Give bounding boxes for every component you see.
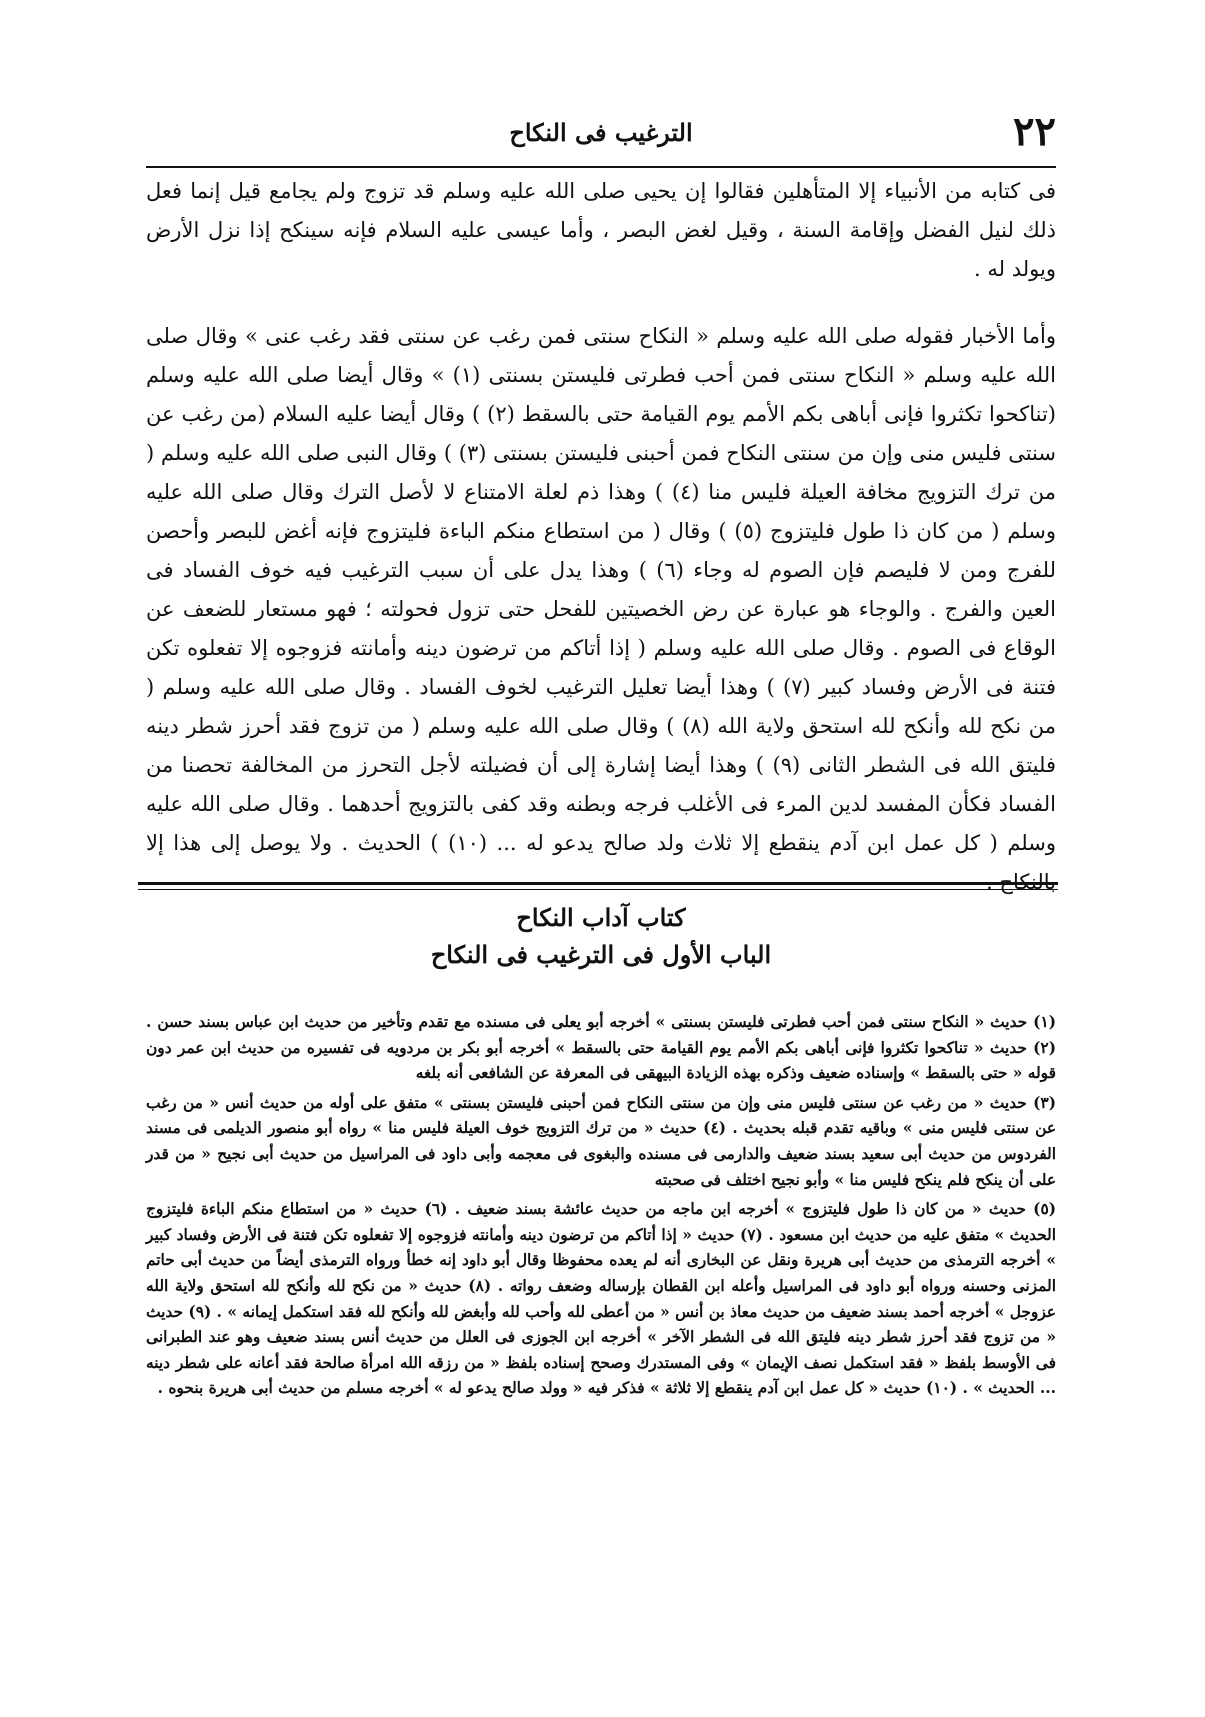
footnote-separator-rule (138, 882, 1058, 890)
main-text (146, 172, 1056, 902)
body-paragraph: فى كتابه من الأنبياء إلا المتأهلين فقالوا إن يحيى صلى الله عليه وسلم قد تزوج ولم يجامع قيل إنما فعل ذلك لنيل الفضل وإقامة السنة ، وقيل لغض البصر ، وأما عيسى عليه السلام فإنه سينكح إذا نزل الأرض ويولد له . (146, 179, 1056, 281)
running-title: الترغيب فى النكاح (509, 118, 693, 147)
footnote-block: (٥) حديث « من كان ذا طول فليتزوج » أخرجه ابن ماجه من حديث عائشة بسند ضعيف . (٦) حديث « من استطاع منكم الباءة فليتزوج الحديث » متفق عليه من حديث ابن مسعود . (٧) حديث « إذا أتاكم من ترضون دينه وأمانته فزوجوه إلا تفعلوه تكن فتنة فى الأرض وفساد كبير » أخرجه الترمذى من حديث أبى هريرة ونقل عن البخارى أنه لم يعده محفوظا وقال أبو داود إنه خطأ ورواه الترمذى أيضاً من حديث أبى حاتم المزنى وحسنه ورواه أبو داود فى المراسيل وأعله ابن القطان بإرساله وضعف رواته . (٨) حديث « من نكح لله وأنكح لله استحق ولاية الله عزوجل » أخرجه أحمد بسند ضعيف من حديث معاذ بن أنس « من أعطى لله وأحب لله وأبغض لله وأنكح لله فقد استكمل إيمانه » . (٩) حديث « من تزوج فقد أحرز شطر دينه فليتق الله فى الشطر الآخر » أخرجه ابن الجوزى فى العلل من حديث أنس بسند ضعيف وهو عند الطبرانى فى الأوسط بلفظ « فقد استكمل نصف الإيمان » وفى المستدرك وصحح إسناده بلفظ « من رزقه الله امرأة صالحة فقد أعانه على شطر دينه ... الحديث » . (١٠) حديث « كل عمل ابن آدم ينقطع إلا ثلاثة » فذكر فيه « وولد صالح يدعو له » أخرجه مسلم من حديث أبى هريرة بنحوه . (146, 1200, 1057, 1398)
footnotes (146, 1010, 1056, 1406)
chapter-title: الباب الأول فى الترغيب فى النكاح (430, 940, 772, 969)
footnote-block: (١) حديث « النكاح سنتى فمن أحب فطرتى فليستن بسنتى » أخرجه أبو يعلى فى مسنده مع تقدم وتأخير من حديث ابن عباس بسند حسن . (٢) حديث « تناكحوا تكثروا فإنى أباهى بكم الأمم يوم القيامة حتى بالسقط » أخرجه أبو بكر بن مردويه فى تفسيره من حديث ابن عمر دون قوله « حتى بالسقط » وإسناده ضعيف وذكره بهذه الزيادة البيهقى فى المعرفة عن الشافعى أنه بلغه (146, 1013, 1056, 1083)
page-number: ٢٢ (1013, 108, 1056, 155)
body-paragraph: وأما الأخبار فقوله صلى الله عليه وسلم « النكاح سنتى فمن رغب عن سنتى فقد رغب عنى » وقال صلى الله عليه وسلم « النكاح سنتى فمن أحب فطرتى فليستن بسنتى (١) » وقال أيضا صلى الله عليه وسلم (تناكحوا تكثروا فإنى أباهى بكم الأمم يوم القيامة حتى بالسقط (٢) ) وقال أيضا عليه السلام (من رغب عن سنتى فليس منى وإن من سنتى النكاح فمن أحبنى فليستن بسنتى (٣) ) وقال النبى صلى الله عليه وسلم ( من ترك التزويج مخافة العيلة فليس منا (٤) ) وهذا ذم لعلة الامتناع لا لأصل الترك وقال صلى الله عليه وسلم ( من كان ذا طول فليتزوج (٥) ) وقال ( من استطاع منكم الباءة فليتزوج فإنه أغض للبصر وأحصن للفرج ومن لا فليصم فإن الصوم له وجاء (٦) ) وهذا يدل على أن سبب الترغيب فيه خوف الفساد فى العين والفرج . والوجاء هو عبارة عن رض الخصيتين للفحل حتى تزول فحولته ؛ فهو مستعار للضعف عن الوقاع فى الصوم . وقال صلى الله عليه وسلم ( إذا أتاكم من ترضون دينه وأمانته فزوجوه إلا تفعلوه تكن فتنة فى الأرض وفساد كبير (٧) ) وهذا أيضا تعليل الترغيب لخوف الفساد . وقال صلى الله عليه وسلم ( من نكح لله وأنكح لله استحق ولاية الله (٨) ) وقال صلى الله عليه وسلم ( من تزوج فقد أحرز شطر دينه فليتق الله فى الشطر الثانى (٩) ) وهذا أيضا إشارة إلى أن فضيلته لأجل التحرز من المخالفة تحصنا من الفساد فكأن المفسد لدين المرء فى الأغلب فرجه وبطنه وقد كفى بالتزويج أحدهما . وقال صلى الله عليه وسلم ( كل عمل ابن آدم ينقطع إلا ثلاث ولد صالح يدعو له ... (١٠) ) الحديث . ولا يوصل إلى هذا إلا بالنكاح . (146, 324, 1057, 894)
section-headings (146, 900, 1056, 974)
footnote-block: (٣) حديث « من رغب عن سنتى فليس منى وإن من سنتى النكاح فمن أحبنى فليستن بسنتى » متفق على أوله من حديث أنس « من رغب عن سنتى فليس منى » وباقيه تقدم قبله بحديث . (٤) حديث « من ترك التزويج خوف العيلة فليس منا » رواه أبو منصور الديلمى فى مسند الفردوس من حديث أبى سعيد بسند ضعيف والدارمى فى مسنده والبغوى فى معجمه وأبى داود فى المراسيل من حديث أبى نجيح « من قدر على أن ينكح فلم ينكح فليس منا » وأبو نجيح اختلف فى صحبته (146, 1093, 1057, 1189)
page-header (146, 106, 1056, 162)
book-title: كتاب آداب النكاح (516, 903, 686, 932)
header-rule (146, 166, 1056, 168)
